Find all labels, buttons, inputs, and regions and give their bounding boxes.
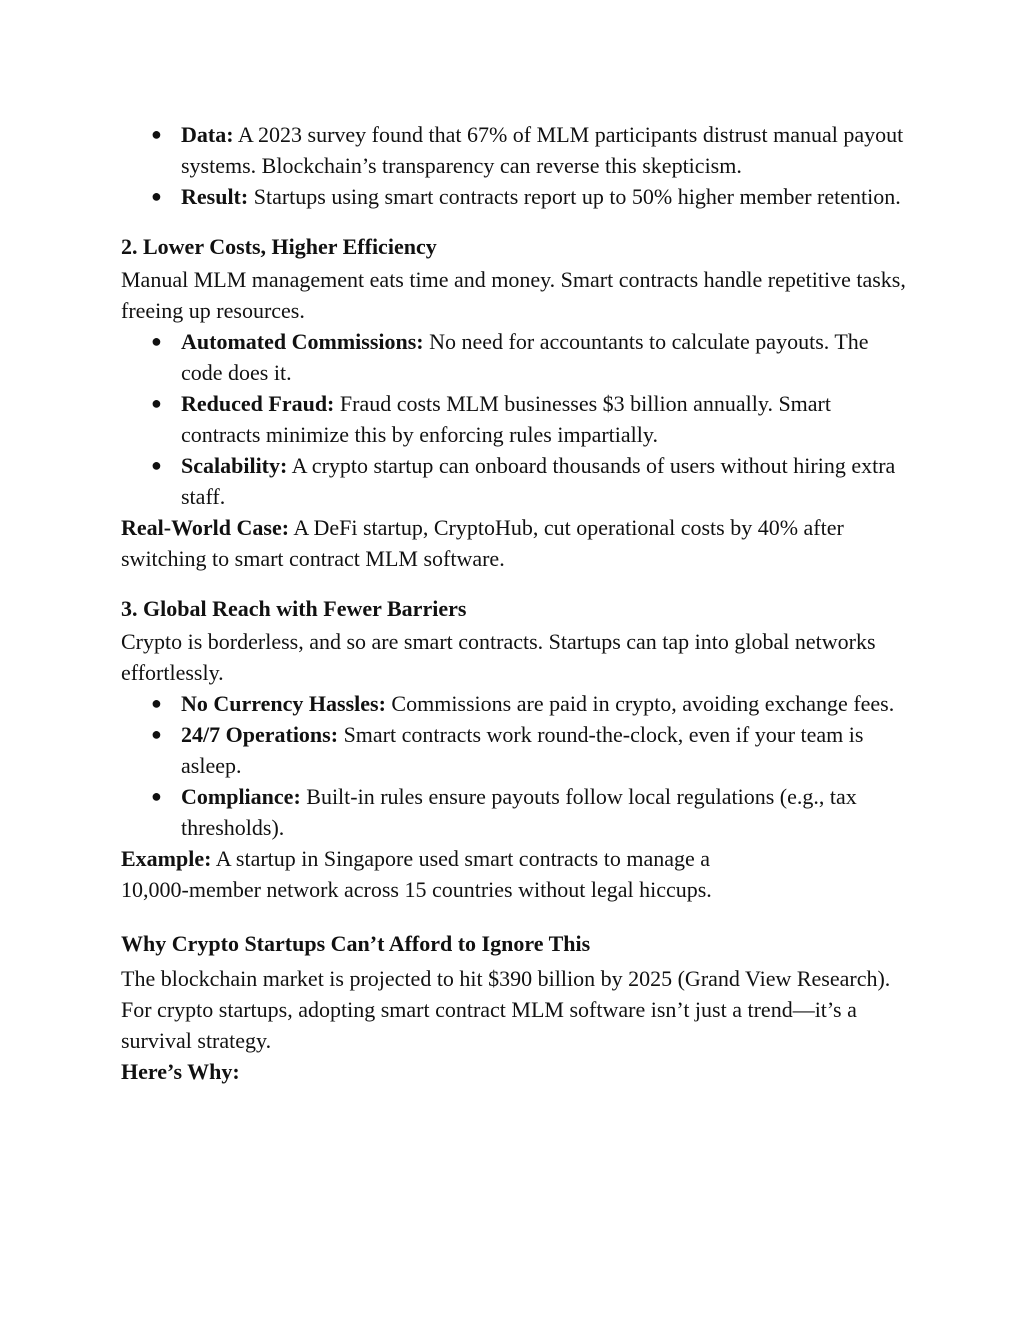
subheading: Here’s Why:	[121, 1059, 240, 1084]
section-intro: The blockchain market is projected to hit $390 billion by 2025 (Grand View Research). For crypto startups, adopting smart contract MLM software isn’t just a trend—it’s a survival strategy.	[121, 966, 891, 1053]
bullet-term: Result:	[181, 184, 249, 209]
bullet-term: Compliance:	[181, 784, 301, 809]
case-term: Real-World Case:	[121, 515, 290, 540]
document-page	[121, 119, 911, 1087]
list-item	[121, 719, 911, 781]
bullet-text: Fraud costs MLM businesses $3 billion annually. Smart contracts minimize this by enforcing rules impartially.	[181, 391, 831, 447]
list-item	[121, 119, 911, 181]
bullet-text: A 2023 survey found that 67% of MLM participants distrust manual payout systems. Blockchain’s transparency can reverse this skepticism.	[181, 122, 904, 178]
bullet-icon: ●	[151, 186, 162, 206]
section-bullet-list	[121, 326, 911, 512]
bullet-icon: ●	[151, 393, 162, 413]
section-heading: 2. Lower Costs, Higher Efficiency	[121, 234, 437, 259]
list-item	[121, 181, 911, 212]
list-item	[121, 326, 911, 388]
bullet-icon: ●	[151, 693, 162, 713]
bullet-icon: ●	[151, 455, 162, 475]
example-text-line-1: A startup in Singapore used smart contracts to manage a	[211, 846, 710, 871]
bullet-term: 24/7 Operations:	[181, 722, 339, 747]
bullet-term: Data:	[181, 122, 234, 147]
section-intro: Manual MLM management eats time and money. Smart contracts handle repetitive tasks, freeing up resources.	[121, 267, 906, 323]
list-item	[121, 781, 911, 843]
list-item	[121, 388, 911, 450]
bullet-text: Commissions are paid in crypto, avoiding exchange fees.	[385, 691, 895, 716]
bullet-term: Automated Commissions:	[181, 329, 424, 354]
bullet-text: No need for accountants to calculate payouts. The code does it.	[181, 329, 869, 385]
bullet-term: Reduced Fraud:	[181, 391, 335, 416]
section-heading: Why Crypto Startups Can’t Afford to Ignore This	[121, 931, 591, 956]
example-term: Example:	[121, 846, 212, 871]
bullet-icon: ●	[151, 724, 162, 744]
list-item	[121, 450, 911, 512]
example-paragraph	[121, 843, 911, 905]
case-paragraph	[121, 512, 911, 574]
example-text-line-2: 10,000-member network across 15 countries without legal hiccups.	[121, 877, 712, 902]
section-intro: Crypto is borderless, and so are smart contracts. Startups can tap into global networks effortlessly.	[121, 629, 876, 685]
bullet-icon: ●	[151, 786, 162, 806]
bullet-term: No Currency Hassles:	[181, 691, 386, 716]
intro-bullet-list	[121, 119, 911, 212]
bullet-icon: ●	[151, 124, 162, 144]
bullet-text: Built-in rules ensure payouts follow local regulations (e.g., tax thresholds).	[181, 784, 857, 840]
section-bullet-list	[121, 688, 911, 843]
bullet-text: A crypto startup can onboard thousands of users without hiring extra staff.	[181, 453, 896, 509]
list-item	[121, 688, 911, 719]
case-text: A DeFi startup, CryptoHub, cut operational costs by 40% after switching to smart contract MLM software.	[121, 515, 844, 571]
bullet-text: Smart contracts work round-the-clock, even if your team is asleep.	[181, 722, 864, 778]
bullet-text: Startups using smart contracts report up to 50% higher member retention.	[248, 184, 901, 209]
bullet-icon: ●	[151, 331, 162, 351]
bullet-term: Scalability:	[181, 453, 288, 478]
section-heading: 3. Global Reach with Fewer Barriers	[121, 596, 467, 621]
